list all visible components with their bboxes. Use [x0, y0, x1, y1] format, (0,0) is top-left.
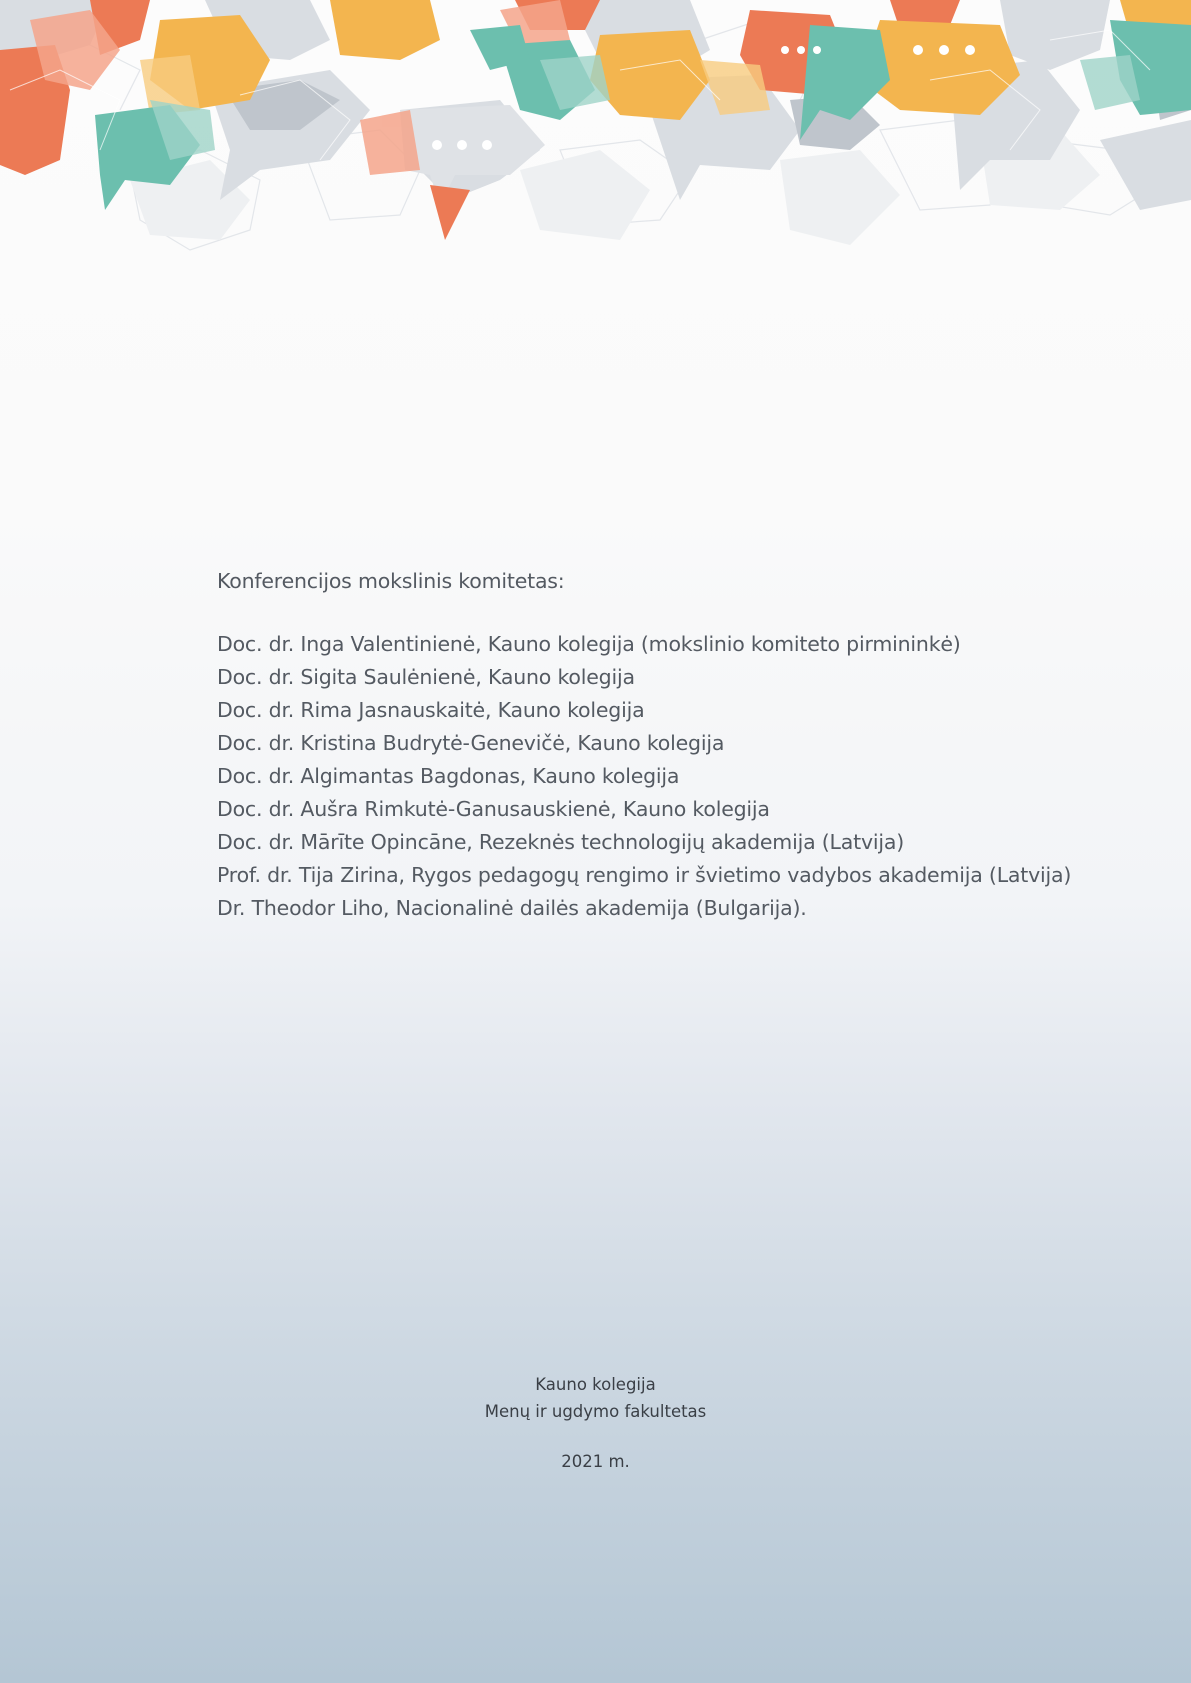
scientific-committee — [217, 565, 1117, 925]
committee-member: Doc. dr. Inga Valentinienė, Kauno kolegija (mokslinio komiteto pirmininkė) — [217, 632, 961, 656]
committee-member: Prof. dr. Tija Zirina, Rygos pedagogų rengimo ir švietimo vadybos akademija (Latvija) — [217, 863, 1072, 887]
committee-member: Doc. dr. Algimantas Bagdonas, Kauno kolegija — [217, 764, 680, 788]
publisher-footer — [0, 1371, 1191, 1475]
committee-member: Doc. dr. Mārīte Opincāne, Rezeknės technologijų akademija (Latvija) — [217, 830, 905, 854]
committee-member: Dr. Theodor Liho, Nacionalinė dailės akademija (Bulgarija). — [217, 896, 807, 920]
speech-bubbles-banner — [0, 0, 1191, 280]
committee-member: Doc. dr. Kristina Budrytė-Genevičė, Kauno kolegija — [217, 731, 725, 755]
institution-name: Kauno kolegija — [535, 1375, 656, 1394]
publication-year: 2021 m. — [561, 1452, 630, 1471]
committee-heading: Konferencijos mokslinis komitetas: — [217, 569, 565, 593]
committee-member: Doc. dr. Rima Jasnauskaitė, Kauno kolegija — [217, 698, 645, 722]
committee-member: Doc. dr. Sigita Saulėnienė, Kauno kolegija — [217, 665, 635, 689]
faculty-name: Menų ir ugdymo fakultetas — [484, 1402, 707, 1421]
committee-member: Doc. dr. Aušra Rimkutė-Ganusauskienė, Kauno kolegija — [217, 797, 770, 821]
speech-bubbles-icon — [0, 0, 1191, 280]
